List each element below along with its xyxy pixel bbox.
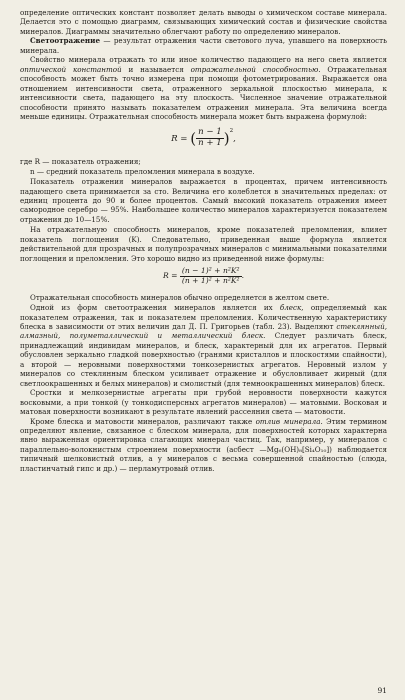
paragraph-text: Этим термином определяют явление, связанное с блеском минерала, для поверхностей которых характерна явно выраженная ориентировка слагающих минерал частиц. Так, например, у минералов с параллельно-волокнистым строением поверхности (асбест —Mg₆(OH)₈[Si₄O₁₀]) наблюдается типичный шелковистый отлив, а у минералов с весьма совершенной спайностью (слюда, пластинчатый гипс и др.) — перламутровый отлив. bbox=[20, 416, 387, 473]
term-sheen: отлив минерала. bbox=[255, 416, 323, 426]
term-luster-types: стеклянный, алмазный, полуметаллический и металлический блеск. bbox=[20, 321, 387, 341]
paragraph-light-reflection bbox=[20, 36, 387, 55]
paragraph-text: Следует различать блеск, принадлежащий индивидам минералов, и блеск, характерный для их агрегатов. Первый обусловлен зеркально гладкой поверхностью (гранями кристаллов и плоскостями спайности), а второй — неровными поверхностями тонкозернистых агрегатов. Неровный излом у минералов со стеклянным блеском усиливает отражение и обусловливает жирный (для светлоокрашенных и белых минералов) и смолистый (для темноокрашенных минералов) блеск. bbox=[20, 331, 388, 388]
term-light-reflection: Светоотражение bbox=[30, 36, 101, 46]
formula-fraction bbox=[196, 128, 224, 149]
paragraph-text: — результат отражения части светового луча, упавшего на поверхность минерала. bbox=[20, 36, 387, 55]
paragraph-text: Отражательная способность может быть точно измерена при помощи фотометрирования. Выражается она отношением интенсивности света, отраженного зеркальной плоскостью минерала, к интенсивности света, падающего на эту плоскость. Численное значение отражательной способности принято называть показателем отражения минерала. Эта величина всегда меньше единицы. Отражательная способность минерала может быть выражена формулой: bbox=[20, 64, 387, 121]
paragraph-sheen bbox=[20, 417, 387, 474]
formula-end: . bbox=[241, 271, 245, 281]
paragraph-reflection-percent: Показатель отражения минералов выражается в процентах, причем интенсивность падающего света принимается за сто. Величина его колеблется в значительных пределах: от единиц процента до 90 и более процентов. Самый высокий показатель отражения имеет самородное серебро — 95%. Наибольшее количество минералов характеризуется показателем отражения до 10—15%. bbox=[20, 177, 387, 224]
paragraph-text: Кроме блеска и матовости минералов, различают также bbox=[30, 416, 256, 426]
formula-numerator: (n − 1)² + n²K² bbox=[181, 266, 240, 276]
term-reflectivity: отражательной способностью. bbox=[190, 64, 321, 74]
paragraph-reflectivity bbox=[20, 55, 387, 121]
formula-paren: ( bbox=[190, 129, 197, 148]
paragraph-text: определяемый как показателем отражения, так и показателем преломления. Количественную характеристику блеска в зависимости от этих величин дал Д. П. Григорьев (табл. 23). Выделяют bbox=[20, 303, 388, 331]
formula-where-2: n — средний показатель преломления минерала в воздухе. bbox=[30, 166, 255, 176]
paragraph-intro: определение оптических констант позволяет делать выводы о химическом составе минерала. Делается это с помощью диаграмм, связывающих химический состав и физические свойства минералов. Диаграммы значительно облегчают работу по определению минералов. bbox=[20, 8, 387, 36]
paragraph-text: и называется bbox=[121, 64, 191, 74]
formula-lhs: R = bbox=[171, 134, 188, 145]
page-number: 91 bbox=[377, 686, 387, 695]
paragraph-luster bbox=[20, 303, 387, 388]
formula-denominator: (n + 1)² + n²K² bbox=[181, 275, 240, 285]
formula-fraction bbox=[180, 266, 245, 285]
formula-numerator: n − 1 bbox=[198, 127, 222, 138]
term-optical-constant: оптической константой bbox=[20, 64, 122, 74]
paragraph-text: Одной из форм светоотражения минералов является их bbox=[30, 303, 280, 313]
term-luster: блеск, bbox=[279, 303, 304, 313]
formula-lhs: R = bbox=[162, 271, 178, 281]
formula-denominator: n + 1 bbox=[198, 138, 222, 149]
formula-absorption bbox=[20, 267, 387, 285]
paragraph-yellow-light: Отражательная способность минералов обычно определяется в желтом свете. bbox=[30, 292, 330, 302]
paragraph-absorption: На отражательную способность минералов, кроме показателей преломления, влияет показатель поглощения (K). Следовательно, приведенная выше формула является действительной для прозрачных и полупрозрачных минералов с минимальными показателями поглощения и преломления. Это хорошо видно из приведенной ниже формулы: bbox=[20, 225, 387, 263]
paragraph-text: Свойство минерала отражать то или иное количество падающего на него света является bbox=[30, 55, 387, 65]
formula-where-1: где R — показатель отражения; bbox=[20, 157, 141, 167]
formula-reflection: R = ( $\frac{n - 1}{n + 1}$ )$^2$, bbox=[171, 127, 236, 149]
formula-paren: ) bbox=[223, 129, 230, 148]
paragraph-aggregates: Сростки и мелкозернистые агрегаты при грубой неровности поверхности кажутся восковыми, а при тонкой (у тонкодисперсных агрегатов минералов) — матовыми. Восковая и матовая поверхности возникают в результате явлений рассеяния света — матовости. bbox=[20, 388, 387, 417]
formula-exponent: 2 bbox=[229, 128, 234, 135]
